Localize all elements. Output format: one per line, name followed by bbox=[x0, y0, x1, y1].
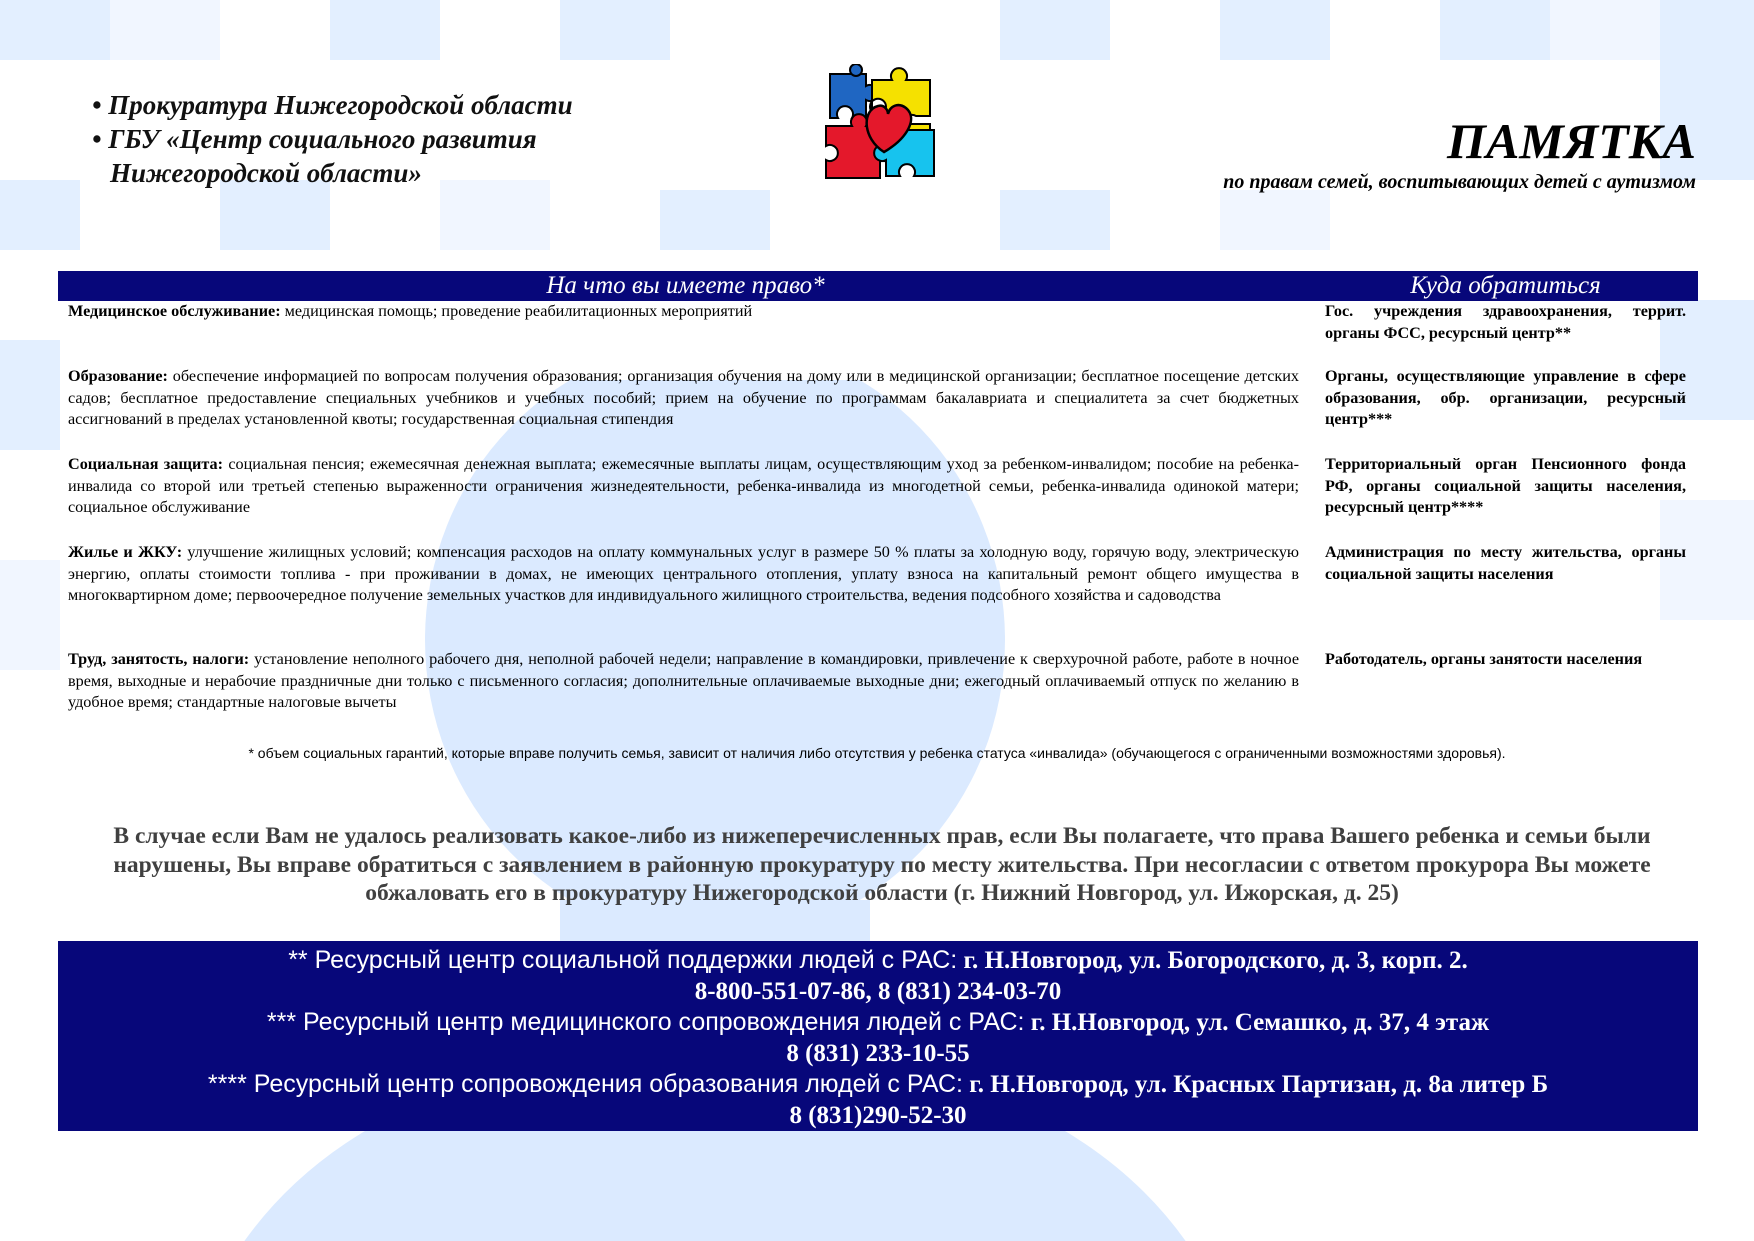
rights-cell bbox=[58, 301, 1313, 366]
org-prosecutor: • Прокуратура Нижегородской области bbox=[92, 90, 573, 120]
rights-cell bbox=[58, 649, 1313, 719]
contacts-box bbox=[58, 941, 1698, 1131]
where-cell bbox=[1313, 301, 1698, 366]
complaint-notice: В случае если Вам не удалось реализовать какое-либо из нижеперечисленных прав, если Вы полагаете, что права Вашего ребенка и семьи были нарушены, Вы вправе обратиться с заявлением в районную прокуратуру по месту жительства. При несогласии с ответом прокурора Вы можете обжаловать его в прокуратуру Нижегородской области (г. Нижний Новгород, ул. Ижорская, д. 25) bbox=[113, 823, 1651, 906]
col-header-rights: На что вы имеете право* bbox=[58, 271, 1313, 301]
contact-address: г. Н.Новгород, ул. Семашко, д. 37, 4 этаж bbox=[1030, 1009, 1490, 1036]
contact-address: г. Н.Новгород, ул. Богородского, д. 3, корп. 2. bbox=[963, 947, 1468, 974]
title-block bbox=[1223, 112, 1696, 194]
contact-label: ** Ресурсный центр социальной поддержки людей с РАС: bbox=[288, 946, 958, 974]
table-row bbox=[58, 454, 1698, 542]
contact-address: г. Н.Новгород, ул. Красных Партизан, д. 8а литер Б bbox=[969, 1071, 1549, 1098]
where-text: Территориальный орган Пенсионного фонда РФ, органы социальной защиты населения, ресурсный центр**** bbox=[1325, 455, 1686, 516]
where-cell bbox=[1313, 542, 1698, 649]
rights-text: социальная пенсия; ежемесячная денежная выплата; ежемесячные выплаты лицам, осуществляющим уход за ребенком-инвалидом; пособие на ребенка-инвалида со второй или третьей степенью выраженности ограничения жизнедеятельности, ребенка-инвалида из многодетной семьи, ребенка-инвалида одинокой матери; социальное обслуживание bbox=[68, 455, 1300, 516]
rights-text: обеспечение информацией по вопросам получения образования; организация обучения на дому или в медицинской организации; бесплатное посещение детских садов; бесплатное предоставление специальных учебников и учебных пособий; прием на обучение по программам бакалавриата и специалитета за счет бюджетных ассигнований в пределах установленной квоты; государственная социальная стипендия bbox=[68, 367, 1300, 428]
rights-cell bbox=[58, 454, 1313, 542]
col-header-where: Куда обратиться bbox=[1313, 271, 1698, 301]
contact-phone: 8 (831)290-52-30 bbox=[789, 1102, 967, 1129]
where-text: Работодатель, органы занятости населения bbox=[1325, 650, 1643, 668]
footnote: * объем социальных гарантий, которые вправе получить семья, зависит от наличия либо отсутствия у ребенка статуса «инвалида» (обучающегося с ограниченными возможностями здоровья). bbox=[248, 745, 1506, 761]
contact-label: **** Ресурсный центр сопровождения образования людей с РАС: bbox=[207, 1070, 963, 1098]
table-row bbox=[58, 366, 1698, 454]
contact-phone: 8-800-551-07-86, 8 (831) 234-03-70 bbox=[694, 978, 1062, 1005]
category-label: Социальная защита: bbox=[68, 455, 224, 473]
contact-line bbox=[58, 1007, 1698, 1038]
where-cell bbox=[1313, 649, 1698, 719]
rights-table bbox=[58, 271, 1698, 719]
where-cell bbox=[1313, 366, 1698, 454]
autism-puzzle-heart-icon bbox=[822, 64, 942, 180]
rights-cell bbox=[58, 366, 1313, 454]
where-text: Администрация по месту жительства, органы социальной защиты населения bbox=[1325, 543, 1686, 583]
table-header-row bbox=[58, 271, 1698, 301]
org-center: • ГБУ «Центр социального развития bbox=[92, 124, 537, 154]
org-center-cont: Нижегородской области» bbox=[110, 158, 422, 188]
where-cell bbox=[1313, 454, 1698, 542]
table-row bbox=[58, 542, 1698, 649]
contact-line bbox=[58, 1069, 1698, 1100]
table-row bbox=[58, 649, 1698, 719]
category-label: Труд, занятость, налоги: bbox=[68, 650, 250, 668]
contact-phone: 8 (831) 233-10-55 bbox=[786, 1040, 970, 1067]
page-title: ПАМЯТКА bbox=[1447, 113, 1696, 169]
where-text: Гос. учреждения здравоохранения, террит. органы ФСС, ресурсный центр** bbox=[1325, 302, 1686, 342]
table-row bbox=[58, 301, 1698, 366]
rights-text: медицинская помощь; проведение реабилитационных мероприятий bbox=[284, 302, 753, 320]
contact-label: *** Ресурсный центр медицинского сопровождения людей с РАС: bbox=[266, 1008, 1025, 1036]
contact-line bbox=[58, 945, 1698, 976]
rights-text: улучшение жилищных условий; компенсация расходов на оплату коммунальных услуг в размере 50 % платы за холодную воду, горячую воду, электрическую энергию, оплаты стоимости топлива - при проживании в домах, не имеющих центрального отопления, уплату взноса на капитальный ремонт общего имущества в многоквартирном доме; первоочередное получение земельных участков для индивидуального жилищного строительства, ведения подсобного хозяйства и садоводства bbox=[68, 543, 1300, 604]
where-text: Органы, осуществляющие управление в сфере образования, обр. организации, ресурсный центр*** bbox=[1325, 367, 1686, 428]
organizations bbox=[92, 88, 692, 190]
category-label: Образование: bbox=[68, 367, 168, 385]
category-label: Жилье и ЖКУ: bbox=[68, 543, 183, 561]
rights-text: установление неполного рабочего дня, неполной рабочей недели; направление в командировки, привлечение к сверхурочной работе, работе в ночное время, выходные и нерабочие праздничные дни только с письменного согласия; дополнительные оплачиваемые выходные дни; ежегодный оплачиваемый отпуск по желанию в удобное время; стандартные налоговые вычеты bbox=[68, 650, 1299, 711]
category-label: Медицинское обслуживание: bbox=[68, 302, 281, 320]
rights-cell bbox=[58, 542, 1313, 649]
page-subtitle: по правам семей, воспитывающих детей с аутизмом bbox=[1223, 171, 1696, 193]
